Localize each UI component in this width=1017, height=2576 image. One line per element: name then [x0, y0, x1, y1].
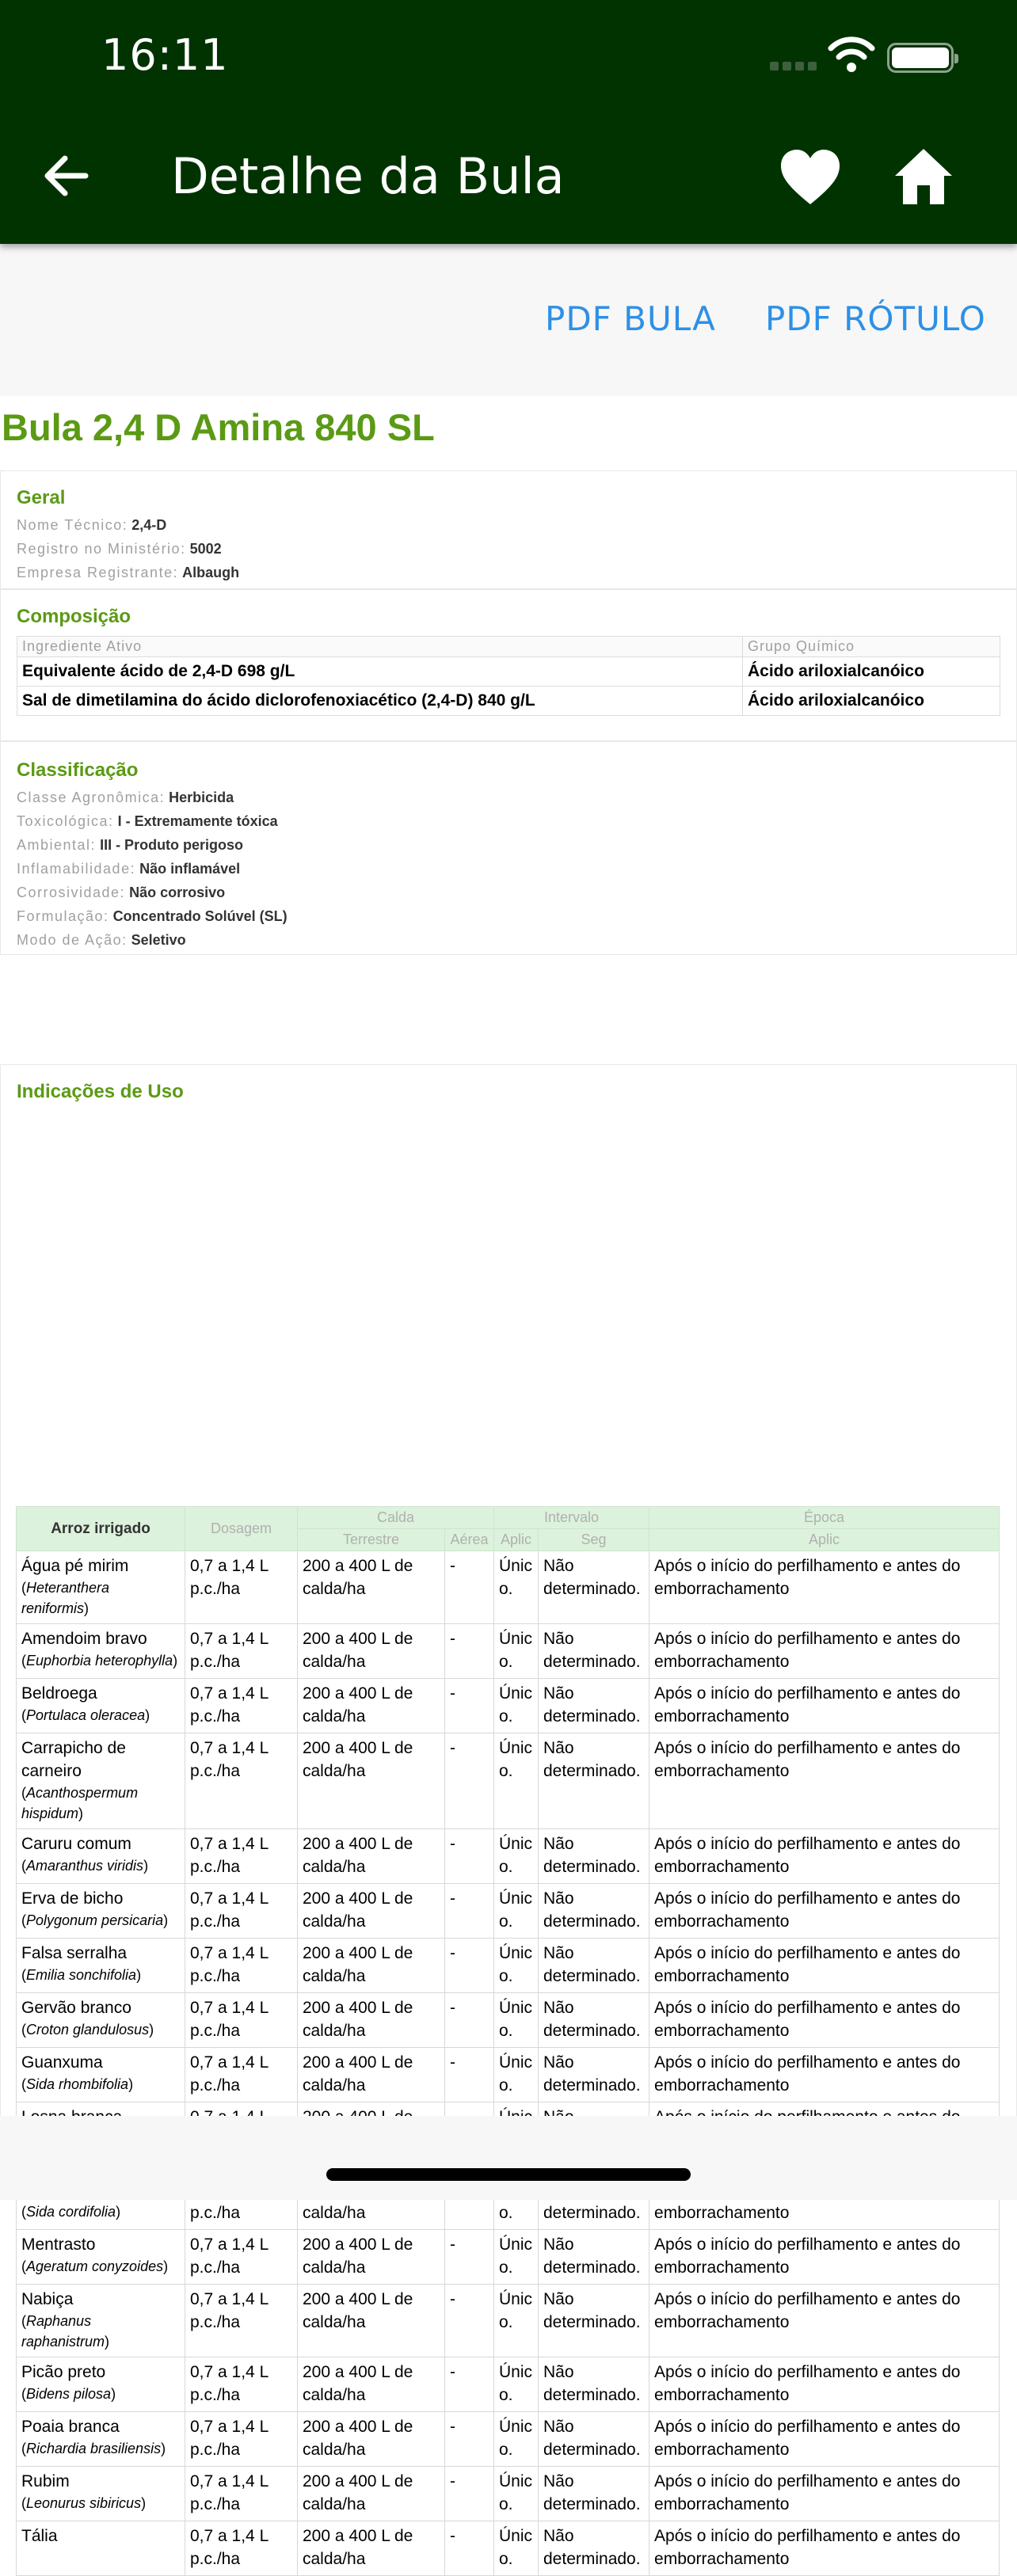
- table-row: [17, 687, 1000, 716]
- aplic-cell: o.: [494, 2175, 539, 2230]
- table-row: [17, 1993, 1000, 2048]
- weed-scientific-name: (Raphanus raphanistrum): [21, 2313, 110, 2350]
- geral-title: Geral: [17, 487, 66, 508]
- epoca-cell: Após o início do perfilhamento e antes do emborrachamento: [649, 1829, 1000, 1884]
- terrestre-cell: 200 a 400 L de calda/ha: [298, 1939, 445, 1993]
- epoca-cell: Após o início do perfilhamento e antes do emborrachamento: [649, 1733, 1000, 1829]
- intervalo-header: Intervalo: [494, 1507, 649, 1529]
- table-row: [17, 1624, 1000, 1679]
- dosagem-cell: 0,7 a 1,4 L p.c./ha: [185, 1829, 298, 1884]
- table-header-row: [17, 637, 1000, 657]
- seg-cell: Não determinado.: [539, 2412, 649, 2467]
- terrestre-cell: 200 a 400 L de calda/ha: [298, 2285, 445, 2357]
- weed-cell: [17, 2521, 185, 2576]
- weed-cell: [17, 1829, 185, 1884]
- aplic-cell: Único.: [494, 1679, 539, 1733]
- aplic-cell: Único.: [494, 1884, 539, 1939]
- pdf-bula-button[interactable]: PDF BULA: [545, 299, 716, 338]
- terrestre-cell: calda/ha: [298, 2175, 445, 2230]
- terrestre-cell: 200 a 400 L de calda/ha: [298, 1551, 445, 1624]
- indicacoes-rows: [17, 1551, 1000, 2576]
- terrestre-cell: 200 a 400 L de calda/ha: [298, 1679, 445, 1733]
- home-indicator[interactable]: [326, 2168, 691, 2181]
- terrestre-header: Terrestre: [298, 1529, 445, 1551]
- seg-cell: Não determinado.: [539, 2357, 649, 2412]
- dosagem-cell: 0,7 a 1,4 L p.c./ha: [185, 1551, 298, 1624]
- weed-scientific-name: (Bidens pilosa): [21, 2386, 116, 2402]
- table-row: [17, 1884, 1000, 1939]
- aplic-cell: Único.: [494, 1733, 539, 1829]
- bula-title: Bula 2,4 D Amina 840 SL: [2, 406, 435, 448]
- weed-cell: [17, 1939, 185, 1993]
- cellular-signal-icon: [770, 62, 817, 71]
- seg-cell: Não determinado.: [539, 1993, 649, 2048]
- aplic-cell: Único.: [494, 1551, 539, 1624]
- column-header: Ingrediente Ativo: [17, 637, 743, 657]
- app-bar: [0, 0, 1017, 244]
- terrestre-cell: 200 a 400 L de calda/ha: [298, 1884, 445, 1939]
- weed-scientific-name: (Sida rhombifolia): [21, 2076, 134, 2092]
- weed-cell: [17, 1993, 185, 2048]
- classificacao-item: Formulação: Concentrado Solúvel (SL): [17, 908, 288, 924]
- dosagem-cell: 0,7 a 1,4 L p.c./ha: [185, 1733, 298, 1829]
- dosagem-cell: 0,7 a 1,4 L p.c./ha: [185, 1679, 298, 1733]
- indicacoes-table: [16, 1506, 1000, 2576]
- seg-cell: Não determinado.: [539, 1733, 649, 1829]
- seg-cell: Não determinado.: [539, 2521, 649, 2576]
- dosagem-cell: 0,7 a 1,4 L p.c./ha: [185, 2285, 298, 2357]
- table-row: [17, 2285, 1000, 2357]
- weed-cell: [17, 1679, 185, 1733]
- favorite-button[interactable]: [779, 149, 841, 206]
- epoca-cell: emborrachamento: [649, 2175, 1000, 2230]
- epoca-cell: Após o início do perfilhamento e antes do emborrachamento: [649, 2230, 1000, 2285]
- aerea-cell: -: [445, 1679, 494, 1733]
- composicao-panel: [0, 589, 1017, 741]
- epoca-cell: Após o início do perfilhamento e antes do emborrachamento: [649, 2285, 1000, 2357]
- dosagem-cell: 0,7 a 1,4 L p.c./ha: [185, 1884, 298, 1939]
- weed-scientific-name: (Emilia sonchifolia): [21, 1967, 142, 1983]
- aerea-cell: -: [445, 2230, 494, 2285]
- dosagem-cell: 0,7 a 1,4 L p.c./ha: [185, 1993, 298, 2048]
- ingrediente-cell: Sal de dimetilamina do ácido diclorofenoxiacético (2,4-D) 840 g/L: [17, 687, 743, 716]
- bottom-safe-area: [0, 2116, 1017, 2200]
- aplic-cell: Único.: [494, 2230, 539, 2285]
- weed-name: Guanxuma: [21, 2053, 103, 2072]
- epoca-cell: Após o início do perfilhamento e antes do emborrachamento: [649, 1993, 1000, 2048]
- grupo-cell: Ácido ariloxialcanóico: [743, 687, 1000, 716]
- aplic-cell: Único.: [494, 1993, 539, 2048]
- weed-name: Nabiça: [21, 2290, 74, 2308]
- seg-cell: determinado.: [539, 2175, 649, 2230]
- weed-cell: [17, 2285, 185, 2357]
- weed-name: Beldroega: [21, 1684, 97, 1703]
- table-row: [17, 2521, 1000, 2576]
- weed-name: Amendoim bravo: [21, 1630, 147, 1648]
- weed-cell: [17, 2230, 185, 2285]
- terrestre-cell: 200 a 400 L de calda/ha: [298, 1993, 445, 2048]
- terrestre-cell: 200 a 400 L de calda/ha: [298, 2467, 445, 2521]
- dosagem-cell: 0,7 a 1,4 L p.c./ha: [185, 2467, 298, 2521]
- classificacao-item: Inflamabilidade: Não inflamável: [17, 861, 241, 877]
- seg-cell: Não determinado.: [539, 1679, 649, 1733]
- table-row: [17, 1829, 1000, 1884]
- dosagem-cell: 0,7 a 1,4 L p.c./ha: [185, 1939, 298, 1993]
- seg-cell: Não determinado.: [539, 2467, 649, 2521]
- terrestre-cell: 200 a 400 L de calda/ha: [298, 1733, 445, 1829]
- weed-scientific-name: (Portulaca oleracea): [21, 1707, 150, 1723]
- seg-cell: Não determinado.: [539, 1624, 649, 1679]
- back-button[interactable]: [38, 147, 95, 204]
- seg-cell: Não determinado.: [539, 1829, 649, 1884]
- weed-scientific-name: (Polygonum persicaria): [21, 1912, 169, 1928]
- classificacao-item: Classe Agronômica: Herbicida: [17, 790, 234, 805]
- aerea-cell: -: [445, 2467, 494, 2521]
- table-row: [17, 2467, 1000, 2521]
- epoca-cell: Após o início do perfilhamento e antes do emborrachamento: [649, 1624, 1000, 1679]
- dosagem-cell: 0,7 a 1,4 L p.c./ha: [185, 1624, 298, 1679]
- grupo-cell: Ácido ariloxialcanóico: [743, 657, 1000, 687]
- weed-scientific-name: (Croton glandulosus): [21, 2022, 154, 2038]
- weed-scientific-name: (Heteranthera reniformis): [21, 1580, 110, 1616]
- table-header-row: [17, 1507, 1000, 1529]
- terrestre-cell: 200 a 400 L de calda/ha: [298, 2357, 445, 2412]
- weed-name: Tália: [21, 2527, 58, 2545]
- aplic-cell: Único.: [494, 2285, 539, 2357]
- terrestre-cell: 200 a 400 L de calda/ha: [298, 1624, 445, 1679]
- calda-header: Calda: [298, 1507, 494, 1529]
- terrestre-cell: 200 a 400 L de calda/ha: [298, 2521, 445, 2576]
- seg-header: Seg: [539, 1529, 649, 1551]
- weed-scientific-name: (Ageratum conyzoides): [21, 2258, 169, 2274]
- classificacao-item: Modo de Ação: Seletivo: [17, 932, 186, 948]
- aerea-cell: -: [445, 2357, 494, 2412]
- status-time: 16:11: [101, 30, 229, 80]
- table-row: [17, 1939, 1000, 1993]
- geral-item: Nome Técnico: 2,4-D: [17, 517, 167, 533]
- aerea-cell: -: [445, 1829, 494, 1884]
- aplic-cell: Único.: [494, 2412, 539, 2467]
- epoca-cell: Após o início do perfilhamento e antes do emborrachamento: [649, 2467, 1000, 2521]
- composicao-title: Composição: [17, 606, 131, 627]
- table-row: [17, 1733, 1000, 1829]
- page-title: Detalhe da Bula: [171, 147, 565, 205]
- aerea-cell: -: [445, 2521, 494, 2576]
- weed-scientific-name: (Richardia brasiliensis): [21, 2441, 166, 2456]
- terrestre-cell: 200 a 400 L de calda/ha: [298, 2412, 445, 2467]
- weed-cell: [17, 2048, 185, 2102]
- table-row: [17, 2412, 1000, 2467]
- seg-cell: Não determinado.: [539, 2285, 649, 2357]
- seg-cell: Não determinado.: [539, 2230, 649, 2285]
- epoca-cell: Após o início do perfilhamento e antes do emborrachamento: [649, 2412, 1000, 2467]
- weed-cell: [17, 1733, 185, 1829]
- weed-name: Rubim: [21, 2472, 70, 2490]
- aerea-cell: -: [445, 1884, 494, 1939]
- table-row: [17, 657, 1000, 687]
- dosagem-cell: 0,7 a 1,4 L p.c./ha: [185, 2048, 298, 2102]
- epoca-aplic-header: Aplic: [649, 1529, 1000, 1551]
- battery-icon: [887, 43, 954, 73]
- weed-name: Erva de bicho: [21, 1889, 124, 1908]
- geral-item: Empresa Registrante: Albaugh: [17, 565, 240, 580]
- aerea-cell: -: [445, 1624, 494, 1679]
- terrestre-cell: 200 a 400 L de calda/ha: [298, 2048, 445, 2102]
- seg-cell: Não determinado.: [539, 1884, 649, 1939]
- weed-scientific-name: (Sida cordifolia): [21, 2204, 121, 2220]
- epoca-cell: Após o início do perfilhamento e antes do emborrachamento: [649, 1679, 1000, 1733]
- aerea-cell: -: [445, 2048, 494, 2102]
- crop-header: Arroz irrigado: [17, 1507, 185, 1551]
- aerea-cell: -: [445, 1939, 494, 1993]
- classificacao-item: Toxicológica: I - Extremamente tóxica: [17, 813, 278, 829]
- aplic-cell: Único.: [494, 1939, 539, 1993]
- pdf-rotulo-button[interactable]: PDF RÓTULO: [765, 299, 986, 338]
- weed-name: Poaia branca: [21, 2418, 120, 2436]
- aplic-cell: Único.: [494, 2521, 539, 2576]
- terrestre-cell: 200 a 400 L de calda/ha: [298, 2230, 445, 2285]
- aplic-cell: Único.: [494, 1624, 539, 1679]
- weed-scientific-name: (Leonurus sibiricus): [21, 2495, 147, 2511]
- weed-cell: [17, 1884, 185, 1939]
- aplic-cell: Único.: [494, 1829, 539, 1884]
- table-row: [17, 2230, 1000, 2285]
- weed-name: Mentrasto: [21, 2235, 96, 2254]
- weed-name: Carrapicho de carneiro: [21, 1739, 126, 1780]
- aerea-cell: -: [445, 1733, 494, 1829]
- dosagem-cell: p.c./ha: [185, 2175, 298, 2230]
- epoca-cell: Após o início do perfilhamento e antes do emborrachamento: [649, 2357, 1000, 2412]
- weed-name: Picão preto: [21, 2363, 106, 2381]
- classificacao-item: Ambiental: III - Produto perigoso: [17, 837, 244, 853]
- classificacao-item: Corrosividade: Não corrosivo: [17, 885, 226, 900]
- geral-panel: [0, 470, 1017, 589]
- aerea-cell: -: [445, 1993, 494, 2048]
- classificacao-panel: [0, 741, 1017, 955]
- weed-cell: [17, 1624, 185, 1679]
- aplic-cell: Único.: [494, 2357, 539, 2412]
- seg-cell: Não determinado.: [539, 1551, 649, 1624]
- table-row: [17, 2357, 1000, 2412]
- weed-name: Água pé mirim: [21, 1557, 129, 1575]
- aerea-cell: -: [445, 1551, 494, 1624]
- weed-scientific-name: (Amaranthus viridis): [21, 1858, 149, 1874]
- aerea-cell: -: [445, 2285, 494, 2357]
- epoca-cell: Após o início do perfilhamento e antes do emborrachamento: [649, 2048, 1000, 2102]
- weed-scientific-name: (Euphorbia heterophylla): [21, 1653, 178, 1669]
- weed-cell: [17, 2357, 185, 2412]
- dosagem-cell: 0,7 a 1,4 L p.c./ha: [185, 2521, 298, 2576]
- table-row: [17, 2048, 1000, 2102]
- bula-content: [0, 396, 1017, 2568]
- seg-cell: Não determinado.: [539, 1939, 649, 1993]
- epoca-cell: Após o início do perfilhamento e antes do emborrachamento: [649, 1939, 1000, 1993]
- weed-cell: [17, 2412, 185, 2467]
- aplic-header: Aplic: [494, 1529, 539, 1551]
- epoca-header: Época: [649, 1507, 1000, 1529]
- indicacoes-title: Indicações de Uso: [17, 1081, 184, 1102]
- weed-name: Gervão branco: [21, 1999, 131, 2017]
- dosagem-cell: 0,7 a 1,4 L p.c./ha: [185, 2230, 298, 2285]
- epoca-cell: Após o início do perfilhamento e antes do emborrachamento: [649, 2521, 1000, 2576]
- seg-cell: Não determinado.: [539, 2048, 649, 2102]
- epoca-cell: Após o início do perfilhamento e antes do emborrachamento: [649, 1884, 1000, 1939]
- composicao-table: [17, 636, 1000, 716]
- weed-name: Falsa serralha: [21, 1944, 128, 1962]
- terrestre-cell: 200 a 400 L de calda/ha: [298, 1829, 445, 1884]
- aplic-cell: Único.: [494, 2048, 539, 2102]
- weed-cell: [17, 1551, 185, 1624]
- aerea-header: Aérea: [445, 1529, 494, 1551]
- column-header: Grupo Químico: [743, 637, 1000, 657]
- weed-scientific-name: (Acanthospermum hispidum): [21, 1785, 139, 1821]
- aerea-cell: -: [445, 2412, 494, 2467]
- geral-item: Registro no Ministério: 5002: [17, 541, 222, 557]
- dosagem-cell: 0,7 a 1,4 L p.c./ha: [185, 2357, 298, 2412]
- table-row: [17, 1679, 1000, 1733]
- dosagem-cell: 0,7 a 1,4 L p.c./ha: [185, 2412, 298, 2467]
- table-row: [17, 1551, 1000, 1624]
- pdf-actions-bar: [0, 244, 1017, 396]
- aplic-cell: Único.: [494, 2467, 539, 2521]
- ingrediente-cell: Equivalente ácido de 2,4-D 698 g/L: [17, 657, 743, 687]
- weed-cell: [17, 2467, 185, 2521]
- weed-name: Caruru comum: [21, 1835, 131, 1853]
- wifi-icon: [828, 36, 874, 73]
- home-button[interactable]: [893, 147, 954, 206]
- dosagem-header: Dosagem: [185, 1507, 298, 1551]
- classificacao-title: Classificação: [17, 759, 139, 781]
- epoca-cell: Após o início do perfilhamento e antes do emborrachamento: [649, 1551, 1000, 1624]
